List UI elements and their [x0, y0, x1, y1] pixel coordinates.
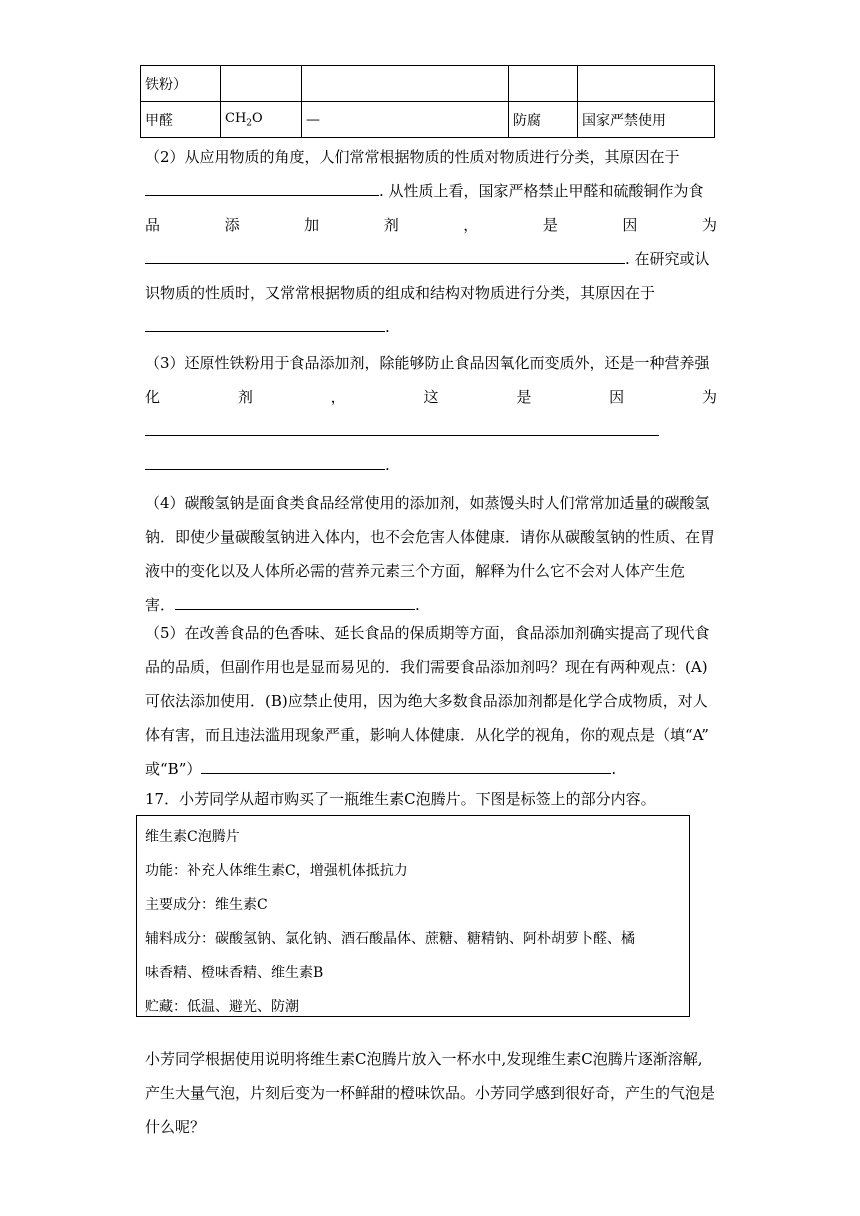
label-storage: 贮藏：低温、避光、防潮 — [145, 999, 299, 1015]
table-cell — [221, 66, 302, 102]
q3-line4-text: . — [385, 456, 390, 474]
formula-cell — [221, 102, 302, 138]
spaced-char: ， — [330, 388, 346, 406]
table-cell — [302, 66, 509, 102]
label-aux-ingredients: 辅料成分：碳酸氢钠、氯化钠、酒石酸晶体、蔗糖、糖精钠、阿朴胡萝卜醛、橘 — [145, 931, 635, 947]
spaced-char: 化 — [145, 388, 161, 406]
answer-blank[interactable] — [145, 245, 625, 264]
q2-line6-text: . — [385, 318, 390, 336]
formula-subscript: 2 — [246, 118, 253, 129]
q5-line5-text: 或“B”） — [145, 760, 202, 778]
spaced-char: 添 — [224, 216, 240, 234]
table-cell — [509, 66, 578, 102]
q2-line6 — [145, 310, 717, 344]
label-function: 功能：补充人体维生素C，增强机体抵抗力 — [145, 863, 408, 879]
q5-line1: （5）在改善食品的色香味、延长食品的保质期等方面，食品添加剂确实提高了现代食 — [145, 624, 710, 642]
q3-line3 — [145, 414, 717, 448]
q2-line3 — [145, 208, 717, 242]
answer-blank[interactable] — [145, 177, 379, 196]
table-cell: 国家严禁使用 — [578, 102, 715, 138]
formula-end: O — [252, 110, 263, 126]
label-aux-ingredients-cont: 味香精、橙味香精、维生素B — [145, 965, 324, 981]
table-cell: — — [302, 102, 509, 138]
q17-para-line3: 什么呢？ — [145, 1118, 206, 1136]
q4-line3: 液中的变化以及人体所必需的营养元素三个方面，解释为什么它不会对人体产生危 — [145, 562, 686, 580]
table-cell: 甲醛 — [141, 102, 221, 138]
spaced-char: ， — [463, 216, 479, 234]
q17-intro: 17．小芳同学从超市购买了一瓶维生素C泡腾片。下图是标签上的部分内容。 — [145, 790, 656, 808]
q3-line4 — [145, 448, 717, 482]
formula-main: CH — [225, 110, 247, 126]
q4-line4-end: . — [415, 596, 420, 614]
answer-blank[interactable] — [145, 313, 385, 332]
label-main-ingredient: 主要成分：维生素C — [145, 897, 268, 913]
q4-line2: 钠．即使少量碳酸氢钠进入体内，也不会危害人体健康．请你从碳酸氢钠的性质、在胃 — [145, 528, 716, 546]
label-title: 维生素C泡腾片 — [145, 829, 240, 845]
spaced-char: 为 — [701, 216, 717, 234]
spaced-char: 这 — [423, 388, 439, 406]
q17-para-line2: 产生大量气泡，片刻后变为一杯鲜甜的橙味饮品。小芳同学感到很好奇，产生的气泡是 — [145, 1084, 716, 1102]
q5-line4: 体有害，而且违法滥用现象严重，影响人体健康．从化学的视角，你的观点是（填“A” — [145, 726, 709, 744]
spaced-char: 加 — [304, 216, 320, 234]
spaced-char: 剂 — [237, 388, 253, 406]
spaced-char: 因 — [609, 388, 625, 406]
q5-line5-end: . — [611, 760, 617, 778]
q2-line1: （2）从应用物质的角度，人们常常根据物质的性质对物质进行分类，其原因在于 — [145, 148, 680, 166]
q3-line2 — [145, 380, 717, 414]
table-row — [141, 102, 715, 138]
q2-line4-text: . 在研究或认 — [625, 250, 710, 268]
product-label-box — [136, 815, 690, 1017]
spaced-char: 剂 — [383, 216, 399, 234]
table-row — [141, 66, 715, 102]
spaced-char: 是 — [542, 216, 558, 234]
q3-line1: （3）还原性铁粉用于食品添加剂，除能够防止食品因氧化而变质外，还是一种营养强 — [145, 354, 710, 372]
table-cell: 防腐 — [509, 102, 578, 138]
spaced-char: 因 — [622, 216, 638, 234]
additive-table — [140, 65, 715, 138]
q5-line2: 品的品质，但副作用也是显而易见的．我们需要食品添加剂吗？现在有两种观点：(A) — [145, 658, 708, 676]
q5-line3: 可依法添加使用．(B)应禁止使用，因为绝大多数食品添加剂都是化学合成物质，对人 — [145, 692, 708, 710]
spaced-char: 是 — [516, 388, 532, 406]
q2-line2 — [145, 174, 717, 208]
q4-line4-text: 害． — [145, 596, 176, 614]
answer-blank[interactable] — [201, 755, 611, 774]
spaced-char: 品 — [145, 216, 161, 234]
q2-line2-text: . 从性质上看，国家严格禁止甲醛和硫酸铜作为食 — [379, 182, 704, 200]
answer-blank[interactable] — [145, 451, 385, 470]
answer-blank[interactable] — [145, 417, 659, 436]
q4-line1: （4）碳酸氢钠是面食类食品经常使用的添加剂，如蒸馒头时人们常常加适量的碳酸氢 — [145, 494, 710, 512]
q2-line5: 识物质的性质时，又常常根据物质的组成和结构对物质进行分类，其原因在于 — [145, 284, 656, 302]
spaced-char: 为 — [701, 388, 717, 406]
table-cell — [578, 66, 715, 102]
q17-para-line1: 小芳同学根据使用说明将维生素C泡腾片放入一杯水中,发现维生素C泡腾片逐渐溶解, — [145, 1050, 703, 1068]
q5-line5 — [145, 752, 717, 786]
answer-blank[interactable] — [175, 591, 415, 610]
q2-line4 — [145, 242, 717, 276]
table-cell: 铁粉） — [141, 66, 221, 102]
